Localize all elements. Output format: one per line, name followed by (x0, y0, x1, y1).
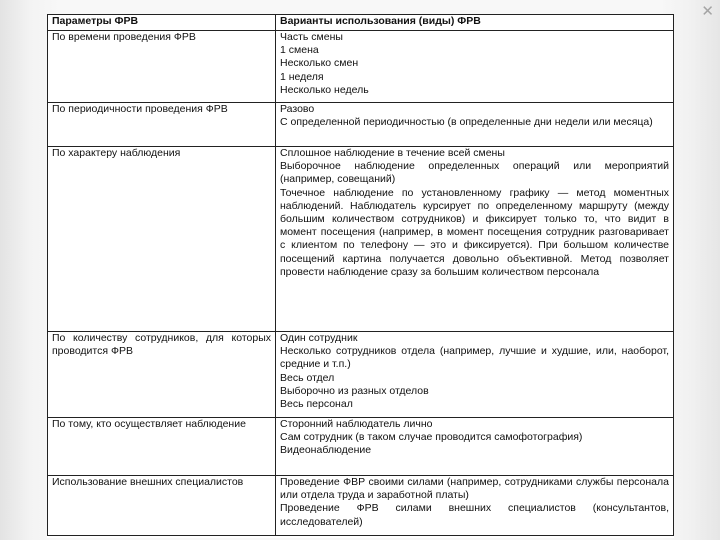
table-row (48, 332, 674, 418)
option-text: Несколько сотрудников отдела (например, лучшие и худшие, или, наоборот, средние и т.п.) (280, 345, 669, 371)
table-row (48, 31, 674, 103)
corner-ornament-icon: ✕ (701, 3, 714, 20)
option-text: Выборочное наблюдение определенных операций или мероприятий (например, совещаний) (280, 160, 669, 186)
option-text: Разово (280, 103, 315, 115)
option-text: Выборочно из разных отделов (280, 384, 429, 397)
option-text: Весь отдел (280, 371, 335, 384)
options-cell (276, 147, 674, 332)
document-page (47, 14, 674, 538)
param-cell: По времени проведения ФРВ (48, 31, 276, 103)
param-text: Использование внешних специалистов (52, 476, 244, 488)
option-text: 1 смена (280, 44, 319, 57)
table-row (48, 103, 674, 147)
param-text: По тому, кто осуществляет наблюдение (52, 418, 246, 430)
option-text: Сам сотрудник (в таком случае проводится самофотография) (280, 431, 583, 444)
option-text: Сторонний наблюдатель лично (280, 418, 433, 430)
options-cell (276, 418, 674, 476)
options-cell (276, 31, 674, 103)
option-text: Видеонаблюдение (280, 444, 372, 457)
param-text: По количеству сотрудников, для которых проводится ФРВ (52, 332, 271, 358)
option-text: С определенной периодичностью (в определенные дни недели или месяца) (280, 116, 653, 129)
param-cell (48, 332, 276, 418)
option-text: Точечное наблюдение по установленному графику — метод моментных наблюдений. Наблюдатель курсирует по определенному маршруту (между большим количеством сотрудников) и фиксирует только то, что видит в момент посещения (например, в момент посещения сотрудник разговаривает с клиентом по телефону — это и фиксируется). При большом количестве посещений картина получается довольно объективной. Метод позволяет провести наблюдение сразу за большим количеством персонала (280, 186, 669, 278)
option-text: Проведение ФРВ силами внешних специалистов (консультантов, исследователей) (280, 502, 669, 528)
options-cell (276, 476, 674, 536)
option-text: Часть смены (280, 31, 343, 43)
param-cell (48, 418, 276, 476)
table-row (48, 147, 674, 332)
frv-parameters-table (47, 14, 674, 536)
param-cell: По характеру наблюдения (48, 147, 276, 332)
option-text: Несколько недель (280, 83, 369, 96)
table-row (48, 418, 674, 476)
option-text: Проведение ФВР своими силами (например, сотрудниками службы персонала или отдела труда и заработной платы) (280, 476, 669, 502)
param-cell: По периодичности проведения ФРВ (48, 103, 276, 147)
option-text: Весь персонал (280, 398, 353, 411)
header-cell-variants: Варианты использования (виды) ФРВ (276, 15, 674, 31)
option-text: 1 неделя (280, 70, 324, 83)
options-cell (276, 332, 674, 418)
option-text: Один сотрудник (280, 332, 358, 344)
param-cell (48, 476, 276, 536)
header-cell-parameters: Параметры ФРВ (48, 15, 276, 31)
option-text: Сплошное наблюдение в течение всей смены (280, 147, 505, 159)
table-header-row (48, 15, 674, 31)
table-row (48, 476, 674, 536)
options-cell (276, 103, 674, 147)
option-text: Несколько смен (280, 57, 359, 70)
